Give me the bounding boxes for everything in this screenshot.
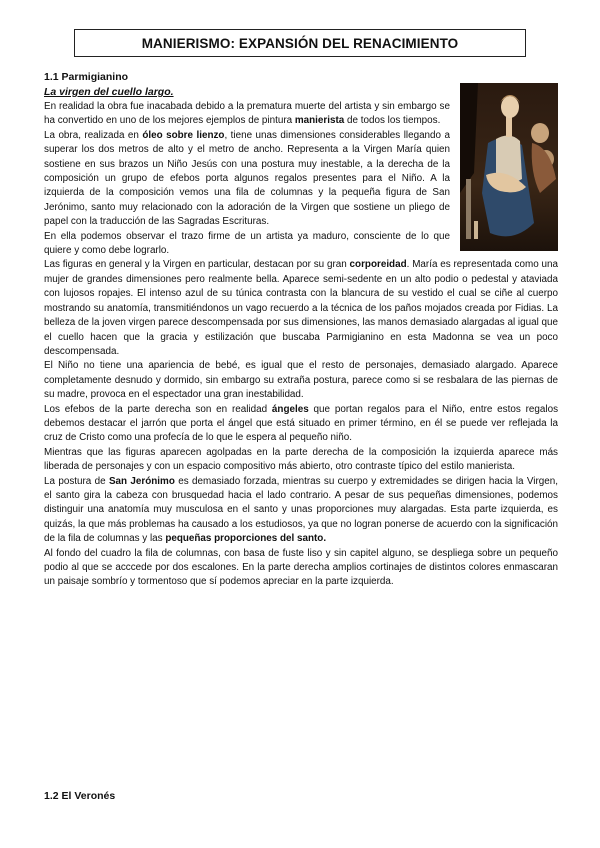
- bold-text: óleo sobre lienzo: [142, 129, 225, 141]
- text-run: Al fondo del cuadro la fila de columnas, con basa de fuste liso y sin capitel alguno, se despliega sobre un pequeño podio al que se acccede por dos escalones. En la parte derecha amplios cortinajes de distintos colores enmascaran un paisaje sombrío y tormentoso que sí podemos apreciar en la parte izquierda.: [44, 547, 558, 588]
- text-run: Las figuras en general y la Virgen en particular, destacan por su gran: [44, 259, 350, 271]
- text-run: La obra, realizada en: [44, 129, 143, 141]
- text-run: Los efebos de la parte derecha son en realidad: [44, 403, 272, 415]
- text-run: . María es representada como una mujer de grandes dimensiones pero realmente bella. Aparece semi-sedente en un alto podio o pedestal y ataviada con lujosos ropajes. El intenso azul de su túnica contrasta con la blancura de su vestido el cual se ciñe al cuerpo mostrando su anatomía, transmitiéndonos un vago recuerdo a la técnica de los paños mojados creada por Fidias. La belleza de la joven virgen parece descompensada por sus dimensiones, las manos demasiado alargadas al igual que el cuello hacen que la gracia y estilización que buscaba Parmigianino en esta Madonna se vea un poco descompensada.: [44, 259, 558, 357]
- text-run: de todos los tiempos.: [344, 115, 441, 127]
- text-run: Mientras que las figuras aparecen agolpadas en la parte derecha de la composición la izquierda aparece más liberada de personajes y con un espacio compositivo más abierto, otro contraste típico del estilo manierista.: [44, 446, 558, 473]
- text-run: La postura de: [44, 475, 109, 487]
- paragraph: [44, 547, 558, 590]
- paragraph: [44, 258, 558, 359]
- text-run: El Niño no tiene una apariencia de bebé, es igual que el resto de personajes, demasiado alargado. Aparece completamente desnudo y dormido, sin embargo su extraña postura, parece como si se resbalara de las piernas de su madre, provoca en el espectador una gran inestabilidad.: [44, 360, 558, 401]
- bold-text: ángeles: [271, 403, 309, 415]
- page-title: MANIERISMO: EXPANSIÓN DEL RENACIMIENTO: [74, 29, 526, 57]
- madonna-painting-illustration: [460, 83, 558, 251]
- text-run: En ella podemos observar el trazo firme de un artista ya maduro, consciente de lo que quiere y como debe lograrlo.: [44, 230, 450, 257]
- painting-image: [460, 83, 558, 251]
- paragraph: [44, 403, 558, 446]
- section-heading-veronese: 1.2 El Veronés: [44, 790, 116, 802]
- bold-text: San Jerónimo: [108, 475, 175, 487]
- bold-text: manierista: [294, 115, 345, 127]
- bold-text: corporeidad: [349, 259, 407, 271]
- text-run: , tiene unas dimensiones considerables llegando a superar los dos metros de alto y el metro de ancho. Representa a la Virgen María quien sostiene en sus brazos un Niño Jesús con una postura muy inestable, a la derecha de la composición un grupo de efebos porta algunos regalos presentes para el Niño. A la izquierda de la composición vemos una fila de columnas y la pequeña figura de San Jerónimo, santo muy relacionado con la adoración de la Virgen que sostiene un pliego de papel con la traducción de las Sagradas Escrituras.: [44, 129, 450, 228]
- paragraph: [44, 359, 558, 402]
- paragraph: [44, 475, 558, 547]
- artwork-title: La virgen del cuello largo.: [44, 86, 174, 98]
- paragraph: [44, 446, 558, 475]
- section-heading-parmigianino: 1.1 Parmigianino: [44, 71, 129, 83]
- text-run: que portan regalos para el Niño, entre estos regalos debemos destacar el jarrón que porta el ángel que está situado en primer término, en él se puede ver reflejada la cruz de Cristo como una profecía de lo que le espera al pequeño niño.: [44, 403, 559, 444]
- section-body: [44, 100, 558, 590]
- bold-text: pequeñas proporciones del santo.: [165, 533, 327, 545]
- text-run: es demasiado forzada, mientras su cuerpo y extremidades se dirigen hacia la Virgen, el santo gira la cabeza con brusquedad hacia el lado contrario. A pesar de sus pequeñas dimensiones, podemos distinguir una anatomía muy musculosa en el santo y unas proporciones muy alargadas. Esta parte izquierda, es quizás, la que más problemas ha causado a los estudiosos, ya que no logran ponerse de acuerdo con la significación de la fila de columnas y las: [44, 475, 558, 545]
- text-run: En realidad la obra fue inacabada debido a la prematura muerte del artista y sin embargo se ha convertido en uno de los mejores ejemplos de pintura: [44, 101, 450, 127]
